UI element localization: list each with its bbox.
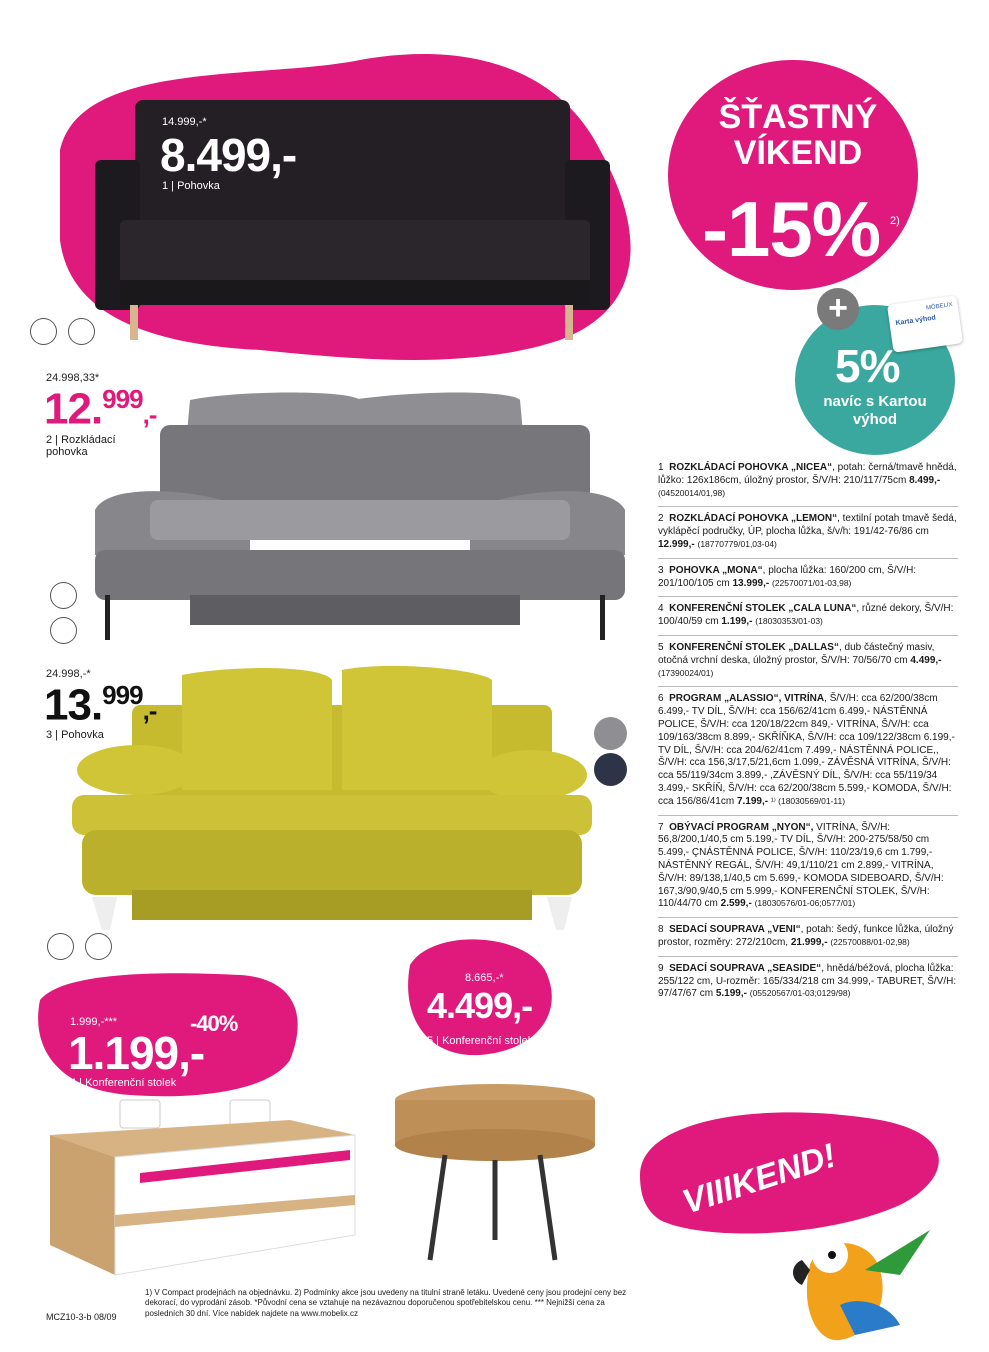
storage-icon <box>68 318 95 345</box>
o4-price: 1.199,- <box>68 1027 205 1079</box>
product-list <box>658 462 958 1013</box>
o3-price-dash: ,- <box>142 695 157 726</box>
o2-caption: 2 | Rozkládací pohovka <box>46 434 116 458</box>
o2-price-sup: 999 <box>102 384 143 414</box>
o4-caption: 4 | Konferenční stolek <box>70 1077 177 1089</box>
item-number: 1 <box>658 462 664 473</box>
item-price: 1.199,- <box>721 616 753 628</box>
item-title: SEDACÍ SOUPRAVA „SEASIDE“ <box>669 962 822 974</box>
o1-old-price: 14.999,-* <box>162 116 207 128</box>
o2-price-main: 12. <box>44 384 103 434</box>
item-price: 7.199,- <box>736 795 769 807</box>
item-code: (22570071/01-03,98) <box>771 577 852 588</box>
page-code: MCZ10-3-b 08/09 <box>46 1312 117 1322</box>
promo-discount-note: 2) <box>890 215 900 227</box>
o3-caption: 3 | Pohovka <box>46 729 104 741</box>
item-body: VITRÍNA, Š/V/H: 56,8/200,1/40,5 cm 5.199,- TV DÍL, Š/V/H: 200-275/58/50 cm 5.499,- ÇNÁSTĚNNÁ POLICE, Š/V/H: 110/23/19,6 cm 1.799,- NÁSTĚNNÝ REGÁL, Š/V/H: 49,1/110/21 cm 2.899,- VITRÍNA, Š/V/H: 89/138,1/40,5 cm 5.699,- KOMODA SIDEBOARD, Š/V/H: 167,3/90,9/40,5 cm 5.999,- KONFERENČNÍ STOLEK, Š/V/H: 110/44/70 cm <box>658 821 944 910</box>
list-item <box>658 642 958 687</box>
promo-discount: -15% <box>702 185 881 273</box>
item-code: (18770779/01,03-04) <box>697 538 777 549</box>
o3-price-sup: 999 <box>102 680 143 710</box>
list-item <box>658 963 958 1007</box>
sofa-bed-icon <box>30 318 57 345</box>
item-number: 3 <box>658 564 664 576</box>
item-title: PROGRAM „ALASSIO“, VITRÍNA <box>669 693 825 705</box>
list-item <box>658 462 958 507</box>
item-body: , potah: černá/tmavě hnědá, lůžko: 126x186cm, úložný prostor, Š/V/H: 210/117/75cm <box>658 462 957 486</box>
item-body: , textilní potah tmavě šedá, vyklápěcí područky, ÚP, plocha lůžka, š/v/h: 191/42-76/86 cm <box>658 513 957 538</box>
list-item <box>658 693 958 815</box>
item-title: KONFERENČNÍ STOLEK „DALLAS“ <box>669 641 839 653</box>
item-price: 12.999,- <box>658 538 695 550</box>
coffee-table-cala-luna-image <box>50 1095 360 1285</box>
item-title: KONFERENČNÍ STOLEK „CALA LUNA“ <box>669 603 857 615</box>
o2-price-dash: ,- <box>142 399 157 430</box>
plus-badge: + <box>817 288 859 330</box>
o3-old-price: 24.998,-* <box>46 668 91 680</box>
item-title: ROZKLÁDACÍ POHOVKA „LEMON“ <box>669 513 838 525</box>
item-number: 2 <box>658 513 664 525</box>
item-body: , potah: šedý, funkce lůžka, úložný prostor, rozměry: 272/210cm, <box>658 924 954 948</box>
item-body: , dub částečný masiv, otočná vrchní deska, úložný prostor, Š/V/H: 70/56/70 cm <box>658 641 935 666</box>
o1-caption: 1 | Pohovka <box>162 180 220 192</box>
item-body: , plocha lůžka: 160/200 cm, Š/V/H: 201/100/105 cm <box>658 564 917 589</box>
list-item <box>658 924 958 957</box>
o4-old-price: 1.999,-*** <box>70 1016 118 1028</box>
sofa-bed-icon <box>47 933 74 960</box>
color-swatch-grey <box>594 717 627 750</box>
item-code: ¹⁾ (18030569/01-11) <box>770 795 846 806</box>
list-item <box>658 565 958 598</box>
sofa-lemon-image <box>90 380 630 640</box>
item-code: (18030353/01-03) <box>755 616 823 627</box>
o3-price-main: 13. <box>44 680 103 730</box>
item-code: (04520014/01,98) <box>658 487 726 498</box>
storage-icon <box>85 933 112 960</box>
item-code: (17390024/01) <box>658 667 714 678</box>
color-swatch-navy <box>594 753 627 786</box>
o4-discount: -40% <box>190 1011 238 1036</box>
item-number: 8 <box>658 924 664 936</box>
item-price: 2.599,- <box>720 898 752 910</box>
item-number: 7 <box>658 821 664 833</box>
o5-caption: 5 | Konferenční stolek <box>427 1035 534 1047</box>
item-code: (05520567/01-03;0129/98) <box>749 988 851 999</box>
item-body: , Š/V/H: cca 62/200/38cm 6.499,- TV DÍL, Š/V/H: cca 156/62/41cm 6.499,- NÁSTĚNNÁ POLICE, Š/V/H: cca 120/18/22cm 849,- VITRÍNA, Š/V/H: cca 109/163/38cm 8.899,- SKŘÍŇKA, Š/V/H: cca 109/122/38cm 6.199,- TV DÍL, Š/V/H: cca 204/62/41cm 7.499,- NÁSTĚNNÁ POLICE,, Š/V/H: cca 156,3/17,5/21,6cm 1.099,- ZÁVĚSNÁ VITRÍNA, Š/V/H: cca 55/119/34cm 3.899,- ,ZÁVĚSNÝ DÍL, Š/V/H: cca 55/119/34 3.499,- SKŘÍŇ, Š/V/H: cca 62/200/38cm 5.599,- KOMODA, Š/V/H: cca 156/86/41cm <box>658 693 955 807</box>
item-number: 6 <box>658 693 664 705</box>
item-body: , hnědá/béžová, plocha lůžka: 255/122 cm, U-rozměr: 165/334/218 cm 34.999,- TABURET, Š/V/H: 97/47/67 cm <box>658 962 957 1000</box>
card-brand: MÖBELIX <box>925 301 954 312</box>
list-item <box>658 603 958 636</box>
item-title: ROZKLÁDACÍ POHOVKA „NICEA“ <box>669 462 833 473</box>
item-number: 5 <box>658 641 664 653</box>
o5-old-price: 8.665,-* <box>465 972 504 984</box>
o3-price <box>44 682 156 728</box>
item-price: 5.199,- <box>715 988 747 1000</box>
extra-text: navíc s Kartou výhod <box>823 393 927 428</box>
footnote: 1) V Compact prodejnách na objednávku. 2) Podmínky akce jsou uvedeny na titulní straně letáku. Uvedené ceny jsou prodejní ceny bez dekorací, do vyprodání zásob. *Původní cena se vztahuje na nezávaznou doporučenou spotřebitelskou cenu. *** Nejnižší cena za posledních 30 dní. Více nabídek najdete na www.mobelix.cz <box>145 1288 627 1318</box>
item-title: SEDACÍ SOUPRAVA „VENI“ <box>669 924 801 936</box>
parrot-image <box>780 1225 940 1345</box>
weekend-sticker: VIIIKEND! <box>677 1136 841 1222</box>
o1-price: 8.499,- <box>160 129 297 181</box>
item-body: , různé dekory, Š/V/H: 100/40/59 cm <box>658 603 954 628</box>
o5-price: 4.499,- <box>427 985 533 1026</box>
sofa-bed-icon <box>50 582 77 609</box>
o2-old-price: 24.998,33* <box>46 372 100 384</box>
item-price: 13.999,- <box>732 577 770 589</box>
coffee-table-dallas-image <box>390 1080 600 1270</box>
item-price: 21.999,- <box>790 936 828 948</box>
storage-icon <box>50 617 77 644</box>
item-title: OBÝVACÍ PROGRAM „NYON“, <box>669 821 814 833</box>
item-number: 4 <box>658 603 664 615</box>
o2-price <box>44 386 156 432</box>
list-item <box>658 513 958 558</box>
item-title: POHOVKA „MONA“ <box>669 564 763 576</box>
item-code: (18030576/01-06;0577/01) <box>754 898 856 909</box>
list-item <box>658 822 958 919</box>
item-code: (22570088/01-02,98) <box>830 936 910 947</box>
card-label: Karta výhod <box>895 314 937 328</box>
item-number: 9 <box>658 962 664 974</box>
promo-headline: ŠŤASTNÝ VÍKEND <box>718 98 878 172</box>
extra-percent: 5% <box>835 340 900 392</box>
item-price: 8.499,- <box>909 474 941 486</box>
item-price: 4.499,- <box>910 654 942 666</box>
